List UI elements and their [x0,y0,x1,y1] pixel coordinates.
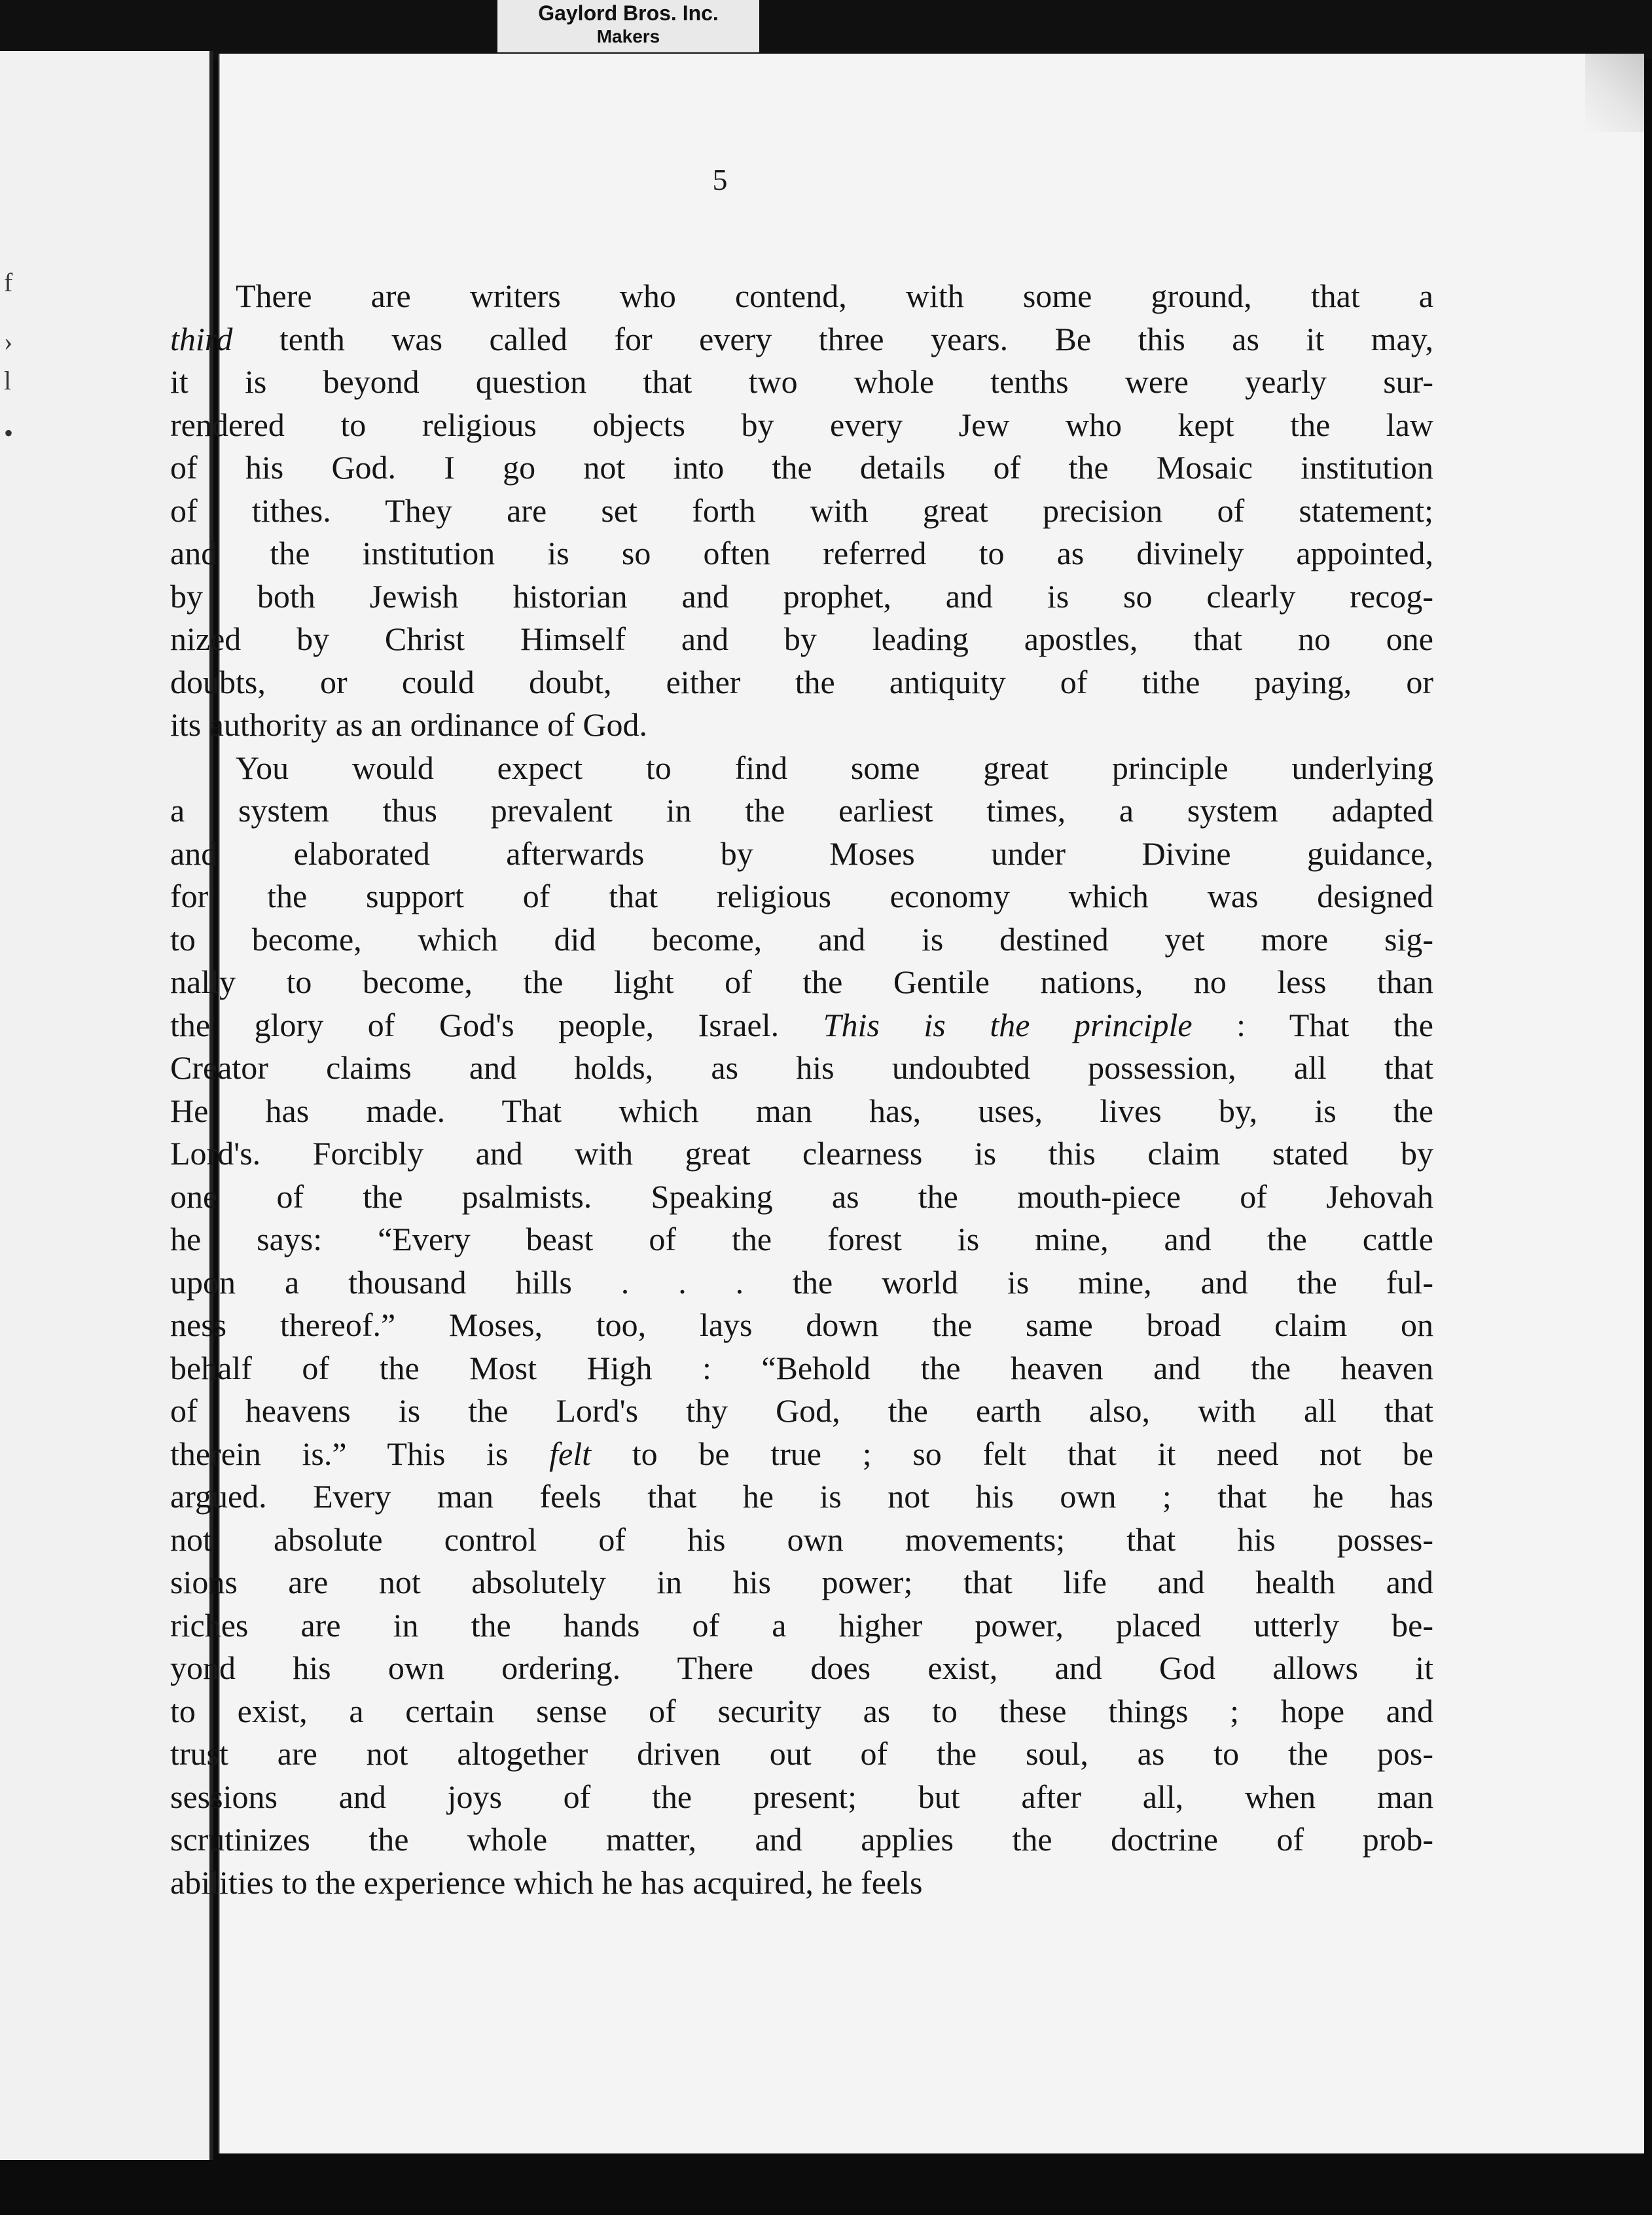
text-segment: therein is.” This is [170,1435,550,1472]
text-line: and elaborated afterwards by Moses under Divine guidance, [170,835,1433,872]
page-number: 5 [712,163,728,196]
body-text [170,275,1433,1904]
text-line: he says: “Every beast of the forest is mine, and the cattle [170,1221,1433,1257]
text-line: a system thus prevalent in the earliest times, a system adapted [170,792,1433,829]
page-corner-fold [1585,54,1644,132]
text-segment: the glory of God's people, Israel. [170,1006,823,1043]
bottom-dark-band [0,2160,1652,2215]
text-line: abilities to the experience which he has acquired, he feels [170,1864,923,1901]
text-line: upon a thousand hills . . . the world is mine, and the ful- [170,1263,1433,1301]
text-line: by both Jewish historian and prophet, and is so clearly recog- [170,577,1433,615]
text-line: and the institution is so often referred to as divinely appointed, [170,535,1433,571]
binder-label-line2: Makers [596,26,660,46]
paragraph [170,747,1433,1905]
text-line: Lord's. Forcibly and with great clearness is this claim stated by [170,1135,1433,1172]
text-line: not absolute control of his own movements; that his posses- [170,1521,1433,1558]
text-line: argued. Every man feels that he is not his own ; that he has [170,1478,1433,1515]
text-line [170,1433,1433,1476]
text-line: riches are in the hands of a higher power, placed utterly be- [170,1606,1433,1644]
text-line: sions are not absolutely in his power; that life and health and [170,1564,1433,1600]
italic-text: This is the principle [823,1006,1193,1043]
text-line: There are writers who contend, with some ground, that a [236,278,1433,314]
text-line: He has made. That which man has, uses, lives by, is the [170,1092,1433,1129]
italic-text: felt [549,1435,591,1472]
text-line: of heavens is the Lord's thy God, the earth also, with all that [170,1392,1433,1429]
text-line: one of the psalmists. Speaking as the mouth-piece of Jehovah [170,1178,1433,1215]
text-line: its authority as an ordinance of God. [170,706,647,743]
text-segment: tenth was called for every three years. Be this as it may, [232,320,1433,357]
top-dark-band [0,0,1652,59]
text-line: trust are not altogether driven out of the soul, as to the pos- [170,1735,1433,1772]
text-line: for the support of that religious economy which was designed [170,878,1433,914]
text-line: You would expect to find some great principle underlying [236,749,1433,786]
text-line: sessions and joys of the present; but after all, when man [170,1778,1433,1815]
binder-label [497,0,759,52]
text-segment: to be true ; so felt that it need not be [590,1435,1433,1472]
text-line: of tithes. They are set forth with great precision of statement; [170,492,1433,529]
text-segment: : That the [1192,1006,1433,1043]
text-line: doubts, or could doubt, either the antiquity of tithe paying, or [170,663,1433,700]
text-line: nally to become, the light of the Gentile nations, no less than [170,963,1433,1000]
facing-page-mark: › [4,327,13,356]
text-line [170,1004,1433,1047]
text-line: scrutinizes the whole matter, and applies the doctrine of prob- [170,1821,1433,1858]
text-line: rendered to religious objects by every Jew who kept the law [170,406,1433,443]
text-line: to become, which did become, and is destined yet more sig- [170,920,1433,958]
binder-label-line1: Gaylord Bros. Inc. [538,1,719,25]
text-line: of his God. I go not into the details of the Mosaic institution [170,449,1433,486]
text-line: it is beyond question that two whole tenths were yearly sur- [170,363,1433,400]
facing-page-mark: l [4,366,12,395]
text-line [170,318,1433,361]
text-line: ness thereof.” Moses, too, lays down the same broad claim on [170,1306,1433,1343]
text-line: nized by Christ Himself and by leading apostles, that no one [170,621,1433,657]
text-line: yond his own ordering. There does exist, and God allows it [170,1649,1433,1686]
facing-page-mark: f [4,268,13,297]
italic-text: third [170,320,233,357]
text-line: to exist, a certain sense of security as to these things ; hope and [170,1692,1433,1729]
paragraph [170,275,1433,747]
text-line: behalf of the Most High : “Behold the heaven and the heaven [170,1349,1433,1386]
facing-page-mark: • [4,418,14,448]
text-line: Creator claims and holds, as his undoubted possession, all that [170,1049,1433,1086]
